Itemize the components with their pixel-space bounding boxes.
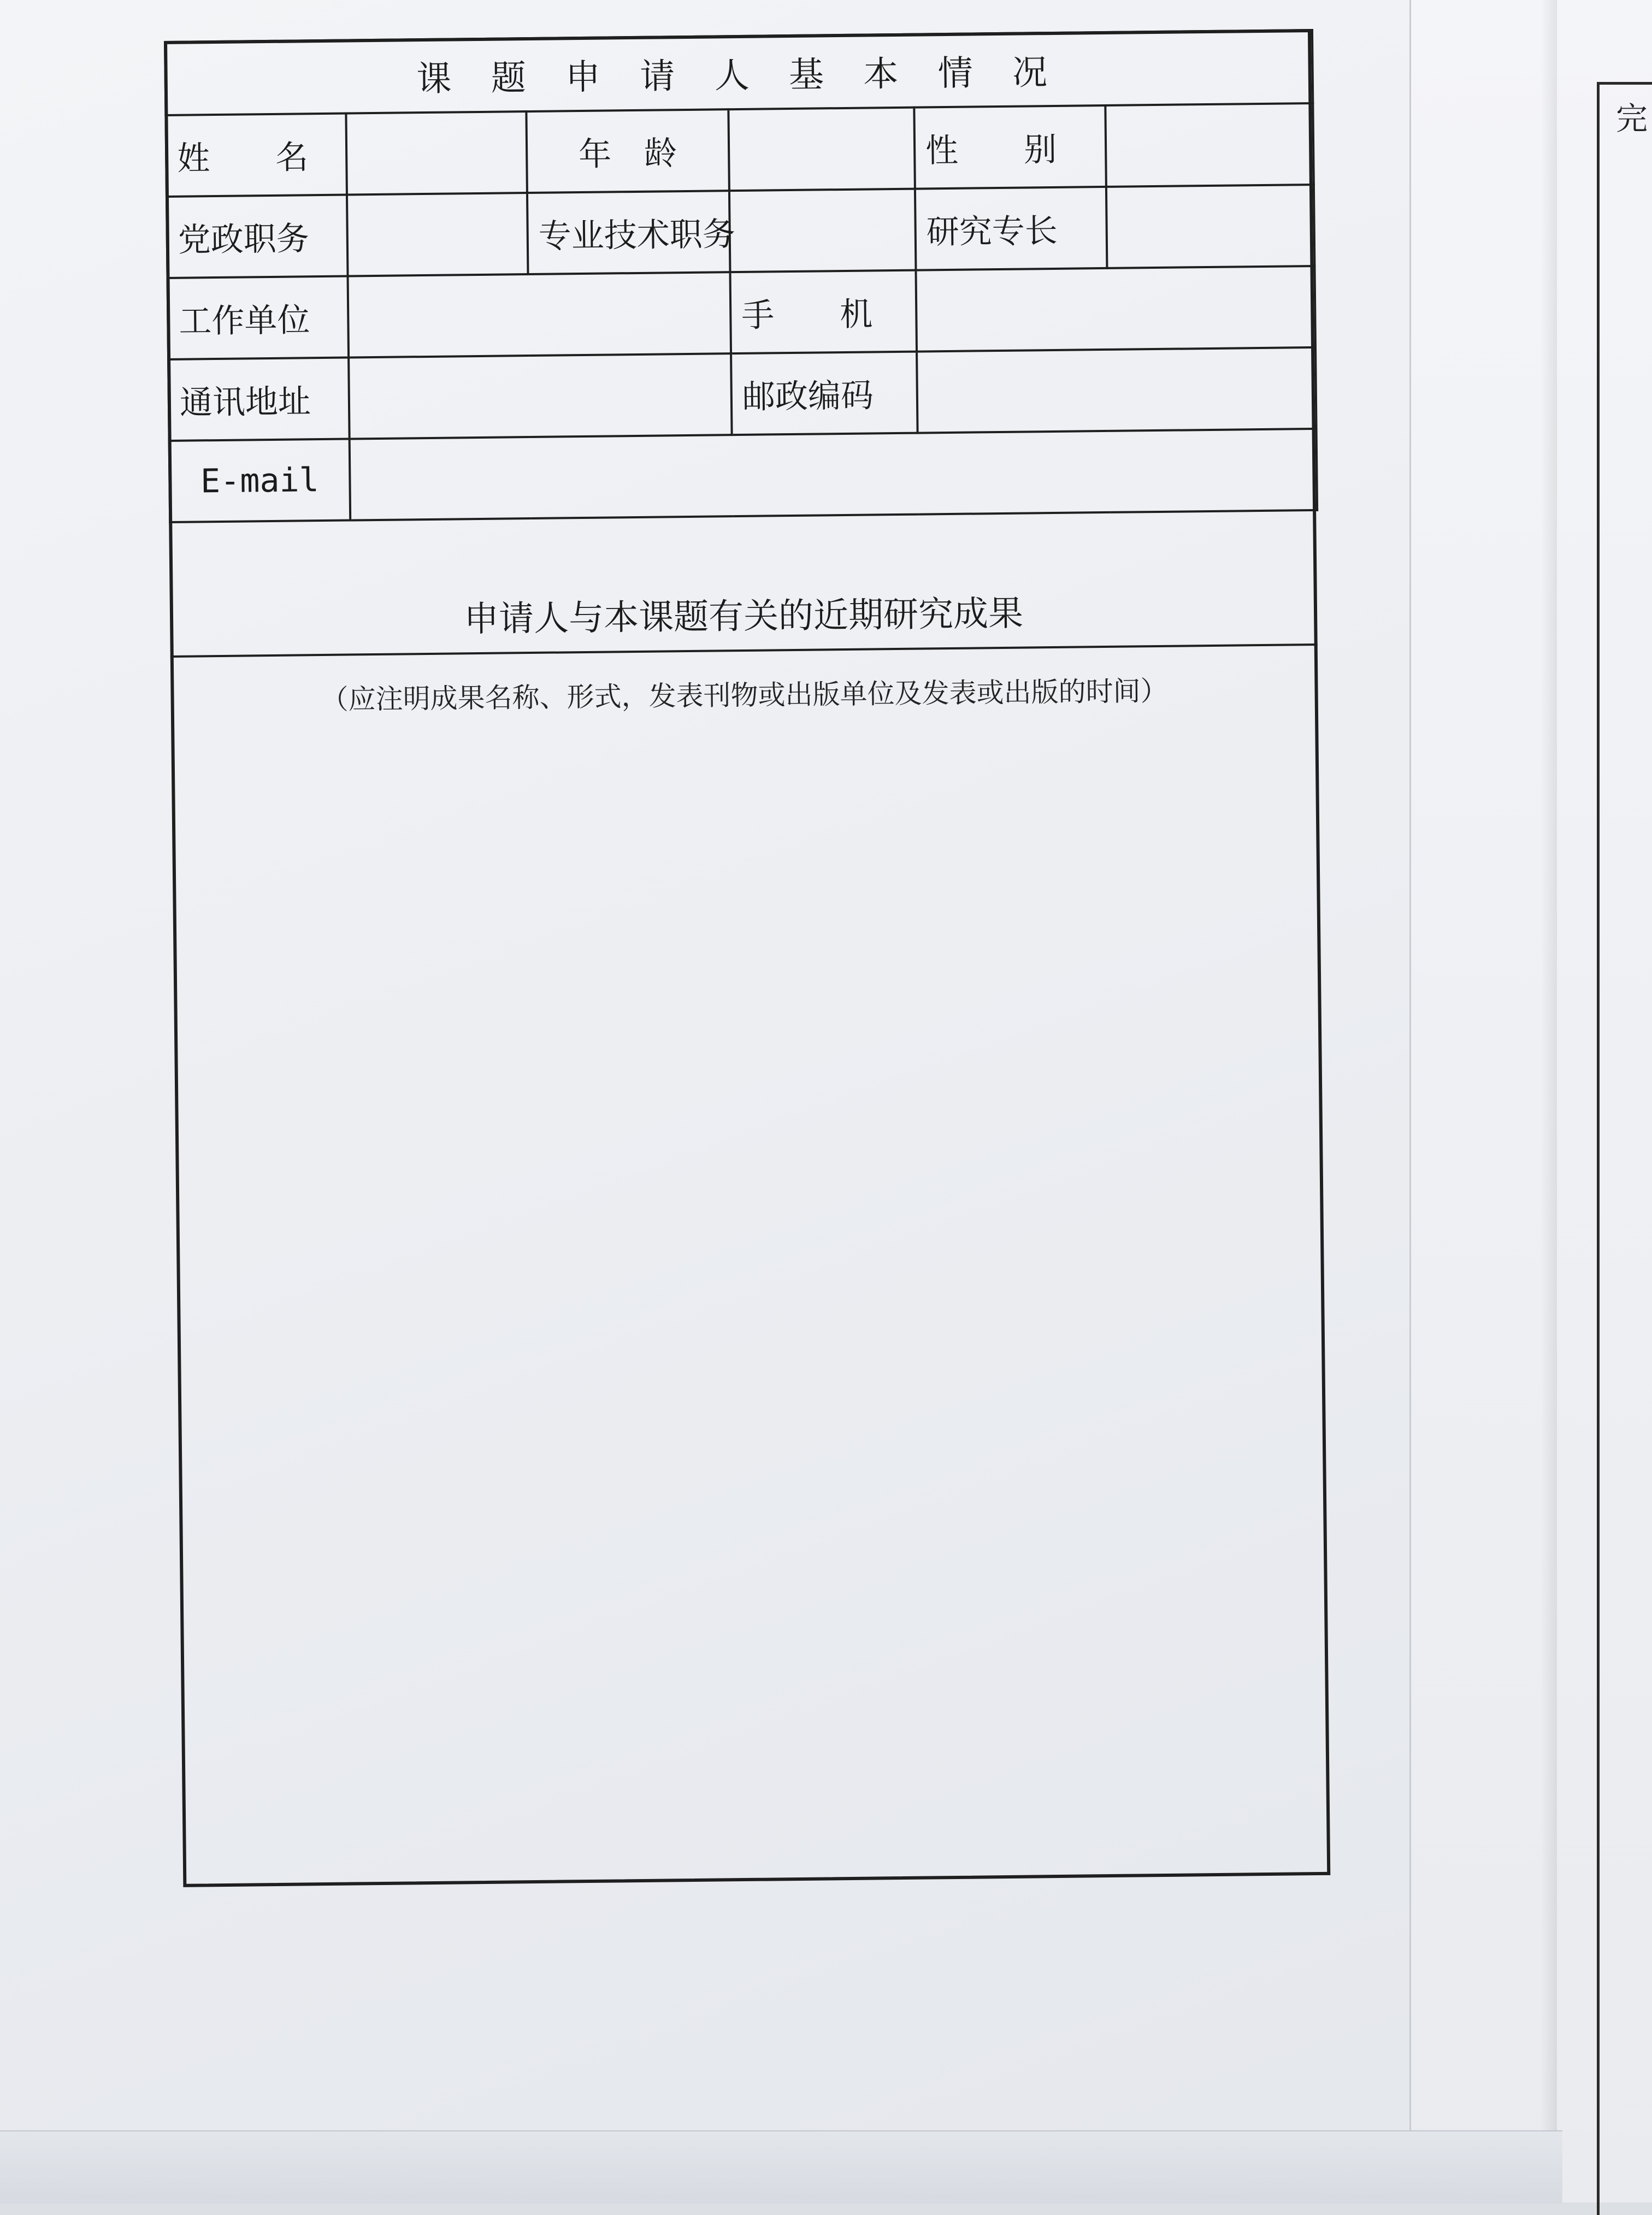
achievements-section [170,578,1330,1866]
field-mobile[interactable] [916,266,1315,352]
field-work-unit[interactable] [348,272,731,357]
field-name[interactable] [346,111,527,194]
label-research-specialty: 研究专长 [915,187,1107,270]
label-postal-code: 邮政编码 [731,352,918,435]
adjacent-page-text: 完 [1616,100,1648,137]
applicant-info-table [164,29,1318,523]
label-age: 年 龄 [526,109,729,193]
achievements-content-area[interactable] [171,707,1330,1866]
field-gender[interactable] [1105,103,1314,187]
field-research-specialty[interactable] [1106,185,1315,268]
page-bottom-edge [0,2130,1562,2204]
achievements-heading: 申请人与本课题有关的近期研究成果 [170,578,1318,658]
page-shadow [1541,0,1557,2202]
label-party-position: 党政职务 [167,195,348,278]
field-age[interactable] [728,108,915,191]
adjacent-page [1409,0,1652,2202]
application-form [164,28,1396,1898]
field-party-position[interactable] [347,193,528,276]
achievements-note: （应注明成果名称、形式，发表刊物或出版单位及发表或出版的时间） [321,675,1168,716]
section-title-basic-info: 课 题 申 请 人 基 本 情 况 [165,30,1313,115]
field-postal-code[interactable] [917,347,1317,433]
label-work-unit: 工作单位 [168,276,349,359]
field-professional-title[interactable] [729,189,916,273]
label-gender: 性 别 [914,105,1106,189]
label-mobile: 手 机 [730,270,917,354]
adjacent-page-frame [1597,82,1652,2215]
label-address: 通讯地址 [168,357,350,440]
field-email[interactable] [350,429,1317,521]
label-name: 姓 名 [166,114,347,197]
label-professional-title: 专业技术职务 [527,191,730,274]
field-address[interactable] [349,353,732,439]
label-email: E-mail [169,439,351,522]
